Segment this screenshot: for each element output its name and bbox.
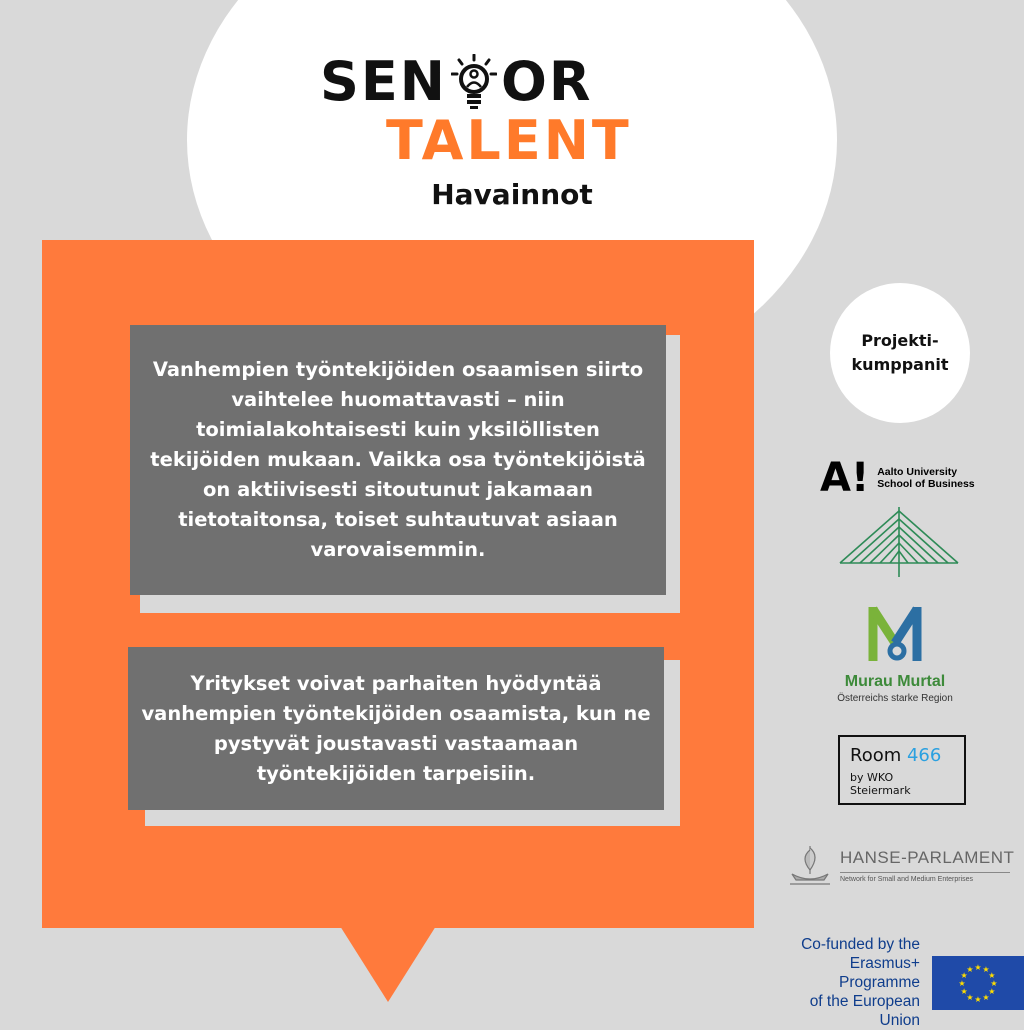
hanse-text <box>840 848 1014 883</box>
eu-star-icon: ★ <box>966 964 974 974</box>
logo-text-or: OR <box>500 50 593 113</box>
room-466-logo <box>838 735 966 805</box>
finding-card-1-text: Vanhempien työntekijöiden osaamisen siirto vaihtelee huomattavasti – niin toimialakohtaisesti kuin yksilöllisten tekijöiden mukaan. Vaikka osa työntekijöistä on aktiivisesti sitoutunut jakamaan tietotaitonsa, toiset suhtautuvat asiaan varovaisemmin. <box>150 358 646 561</box>
murau-tagline: Österreichs starke Region <box>837 693 953 704</box>
eu-line2: Erasmus+ Programme <box>839 955 920 991</box>
eu-flag-icon <box>932 956 1024 1010</box>
room-number: 466 <box>906 745 942 766</box>
partners-heading-line1: Projekti- <box>861 331 939 350</box>
eu-star-icon: ★ <box>960 970 968 980</box>
eu-line1: Co-funded by the <box>801 936 920 953</box>
eu-star-icon: ★ <box>960 986 968 996</box>
hanse-parlament-logo <box>786 840 1014 888</box>
murau-murtal-logo <box>830 603 960 704</box>
eu-star-icon: ★ <box>982 992 990 1002</box>
eu-stars <box>932 956 1024 1010</box>
eu-star-icon: ★ <box>982 964 990 974</box>
page-title: Havainnot <box>431 178 593 211</box>
eu-star-icon: ★ <box>974 994 982 1004</box>
eu-star-icon: ★ <box>958 978 966 988</box>
finding-card-2-text: Yritykset voivat parhaiten hyödyntää vanhempien työntekijöiden osaamista, kun ne pystyvät joustavasti vastaamaan työntekijöiden tarpeisiin. <box>141 671 651 785</box>
eu-star-icon: ★ <box>966 992 974 1002</box>
eu-cofunding-badge <box>770 935 1024 1030</box>
partners-heading <box>852 329 949 377</box>
aalto-line2: School of Business <box>877 478 975 490</box>
hanse-divider <box>840 872 1010 873</box>
eu-star-icon: ★ <box>988 970 996 980</box>
partners-heading-line2: kumppanit <box>851 355 949 374</box>
murau-name: Murau Murtal <box>844 673 946 690</box>
senior-talent-logo <box>320 52 650 170</box>
ship-icon <box>786 840 834 888</box>
lightbulb-person-icon <box>451 54 497 110</box>
room-word: Room <box>850 745 907 766</box>
logo-text-talent: TALENT <box>386 109 632 172</box>
partners-heading-circle <box>830 283 970 423</box>
murau-m-icon <box>867 603 923 665</box>
room-subtitle: by WKO Steiermark <box>850 771 911 797</box>
room-title <box>850 745 954 767</box>
aalto-mark: A! <box>820 455 870 501</box>
eu-star-icon: ★ <box>988 986 996 996</box>
aalto-line1: Aalto University <box>877 466 958 478</box>
aalto-logo <box>820 455 975 501</box>
speech-bubble-pointer <box>340 926 436 1002</box>
logo-line-senior <box>320 52 650 112</box>
logo-text-sen: SEN <box>320 50 447 113</box>
finding-card-1 <box>130 325 666 595</box>
eu-star-icon: ★ <box>990 978 998 988</box>
leaf-logo-icon <box>838 505 960 579</box>
hanse-tagline: Network for Small and Medium Enterprises <box>840 876 974 883</box>
eu-line3: of the European Union <box>809 993 920 1029</box>
eu-star-icon: ★ <box>974 962 982 972</box>
hanse-name: HANSE-PARLAMENT <box>840 848 1015 867</box>
eu-cofunding-text <box>770 935 920 1030</box>
aalto-name <box>877 466 974 490</box>
finding-card-2 <box>128 647 664 810</box>
